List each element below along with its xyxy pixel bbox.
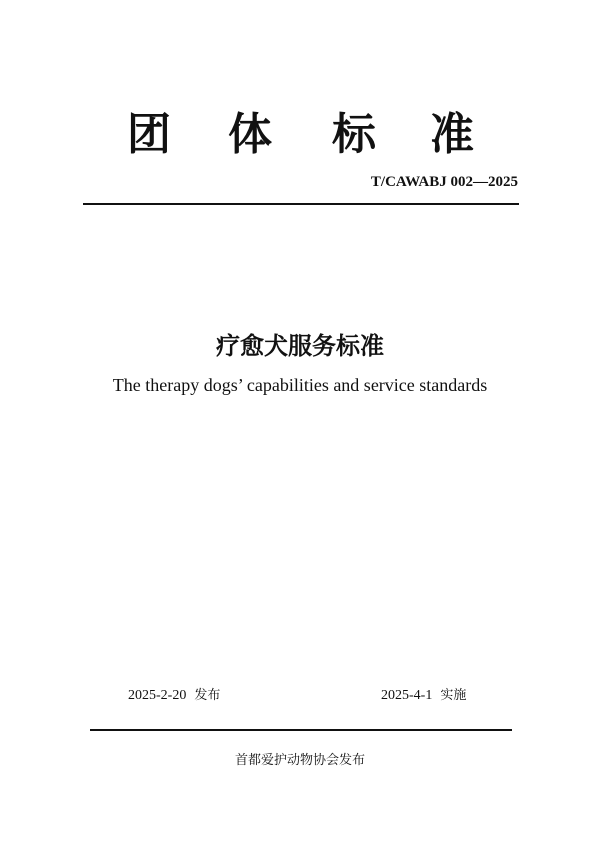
category-char: 团 <box>127 109 171 160</box>
implement-date <box>381 684 466 704</box>
implement-date-value: 2025-4-1 <box>381 688 433 703</box>
category-char: 准 <box>430 109 474 160</box>
category-char: 标 <box>332 109 376 160</box>
chinese-title: 疗愈犬服务标准 <box>216 332 384 360</box>
document-category-title <box>0 105 600 165</box>
english-title: The therapy dogs’ capabilities and service standards <box>112 375 488 395</box>
footer-divider <box>90 729 512 731</box>
header-divider <box>83 203 519 205</box>
standard-code: T/CAWABJ 002—2025 <box>370 174 518 190</box>
category-char: 体 <box>228 109 272 160</box>
publish-date <box>128 684 220 704</box>
publish-label: 发布 <box>194 688 221 703</box>
publish-date-value: 2025-2-20 <box>128 688 187 703</box>
implement-label: 实施 <box>440 688 467 703</box>
publisher: 首都爱护动物协会发布 <box>234 753 365 768</box>
